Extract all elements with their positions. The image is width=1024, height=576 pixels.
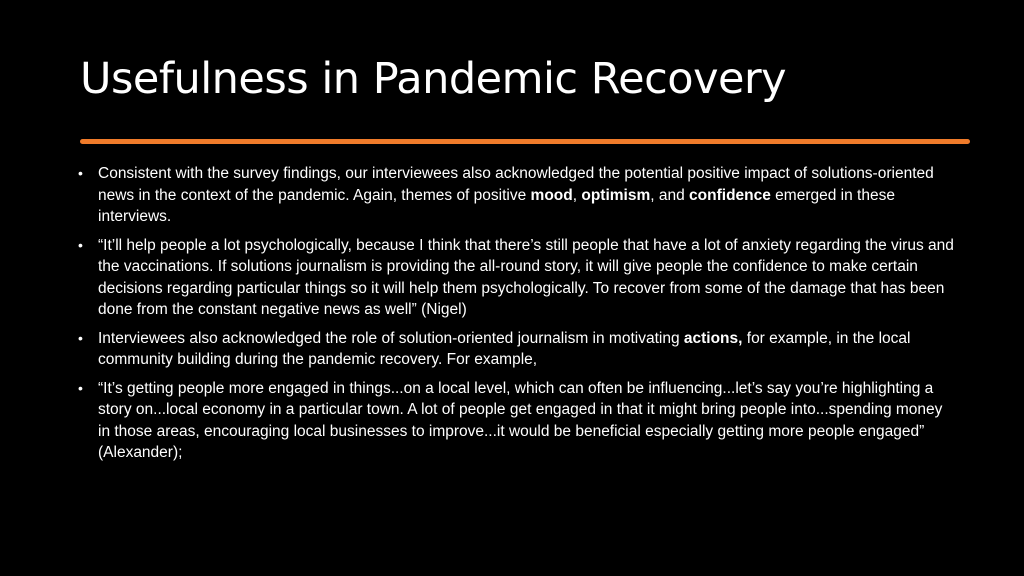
bullet-segment: , and [650, 186, 690, 204]
bullet-point-icon: • [78, 379, 83, 396]
slide-title: Usefulness in Pandemic Recovery [80, 54, 787, 104]
bullet-keyword: confidence [689, 186, 771, 204]
bullet-segment: emerged in these interviews. [98, 186, 895, 225]
bullet-item [78, 328, 958, 371]
bullet-segment: , [572, 186, 582, 204]
title-divider [80, 139, 970, 144]
bullet-keyword: actions, [683, 329, 743, 347]
bullet-text [98, 380, 942, 462]
bullet-list [78, 163, 958, 471]
bullet-item [78, 235, 958, 321]
bullet-keyword: optimism [581, 186, 651, 204]
bullet-item [78, 163, 958, 228]
bullet-segment: “It’ll help people a lot psychologically, because I think that there’s still people that have a lot of anxiety regarding the virus and the vaccinations. If solutions journalism is providing the all-round story, it will give people the confidence to make certain decisions regarding particular things so it will help them psychologically. To recover from some of the damage that has been done from the constant negative news as well” (Nigel) [98, 236, 954, 318]
bullet-text [98, 330, 910, 369]
bullet-segment: Interviewees also acknowledged the role of solution-oriented journalism in motivating [98, 329, 684, 347]
bullet-segment: for example, in the local community building during the pandemic recovery. For example, [98, 329, 911, 368]
bullet-segment: Consistent with the survey findings, our interviewees also acknowledged the potential positive impact of solutions-oriented news in the context of the pandemic. Again, themes of positive [98, 165, 934, 204]
bullet-keyword: mood [530, 186, 573, 204]
bullet-item [78, 378, 958, 464]
bullet-segment: “It’s getting people more engaged in things...on a local level, which can often be influencing...let’s say you’re highlighting a story on...local economy in a particular town. A lot of people get engaged in that it might bring people into...spending money in those areas, encouraging local businesses to improve...it would be beneficial especially getting more people engaged” (Alexander); [98, 379, 943, 461]
bullet-text [98, 237, 954, 319]
bullet-point-icon: • [78, 329, 83, 346]
bullet-point-icon: • [78, 165, 83, 181]
bullet-text [98, 165, 934, 225]
bullet-point-icon: • [78, 236, 83, 253]
